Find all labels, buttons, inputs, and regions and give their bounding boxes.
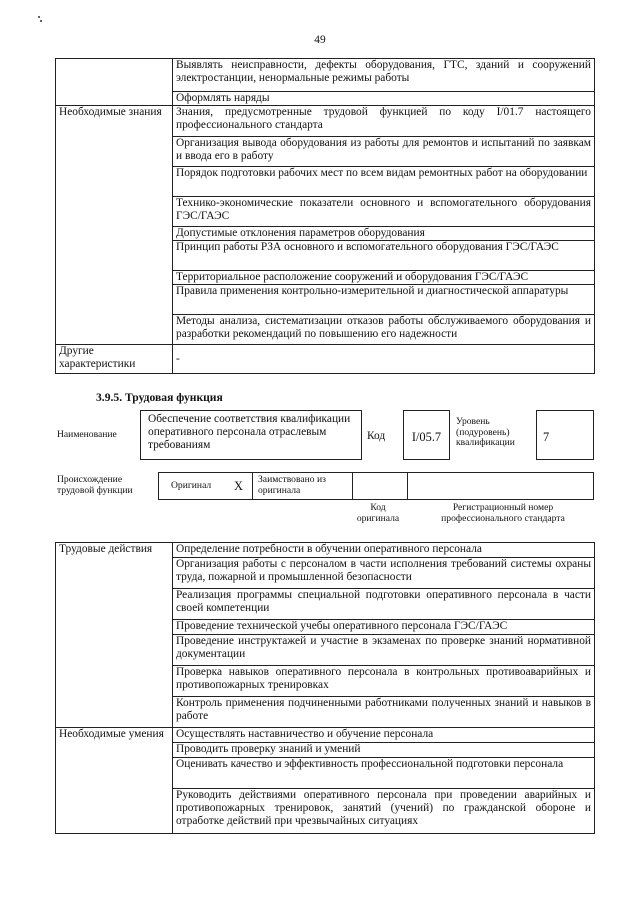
table-row [56, 345, 595, 374]
list-item: Проведение инструктажей и участие в экзаменах по проверке знаний нормативной документации [173, 635, 595, 666]
origin-code-label: Код оригинала [356, 502, 400, 524]
list-item: Руководить действиями оперативного персонала при проведении аварийных и противопожарных тренировок, занятий (учений) по гражданской обороне и отработке действий при чрезвычайных ситуациях [173, 789, 595, 834]
list-item: Методы анализа, систематизации отказов работы обслуживаемого оборудования и разработки рекомендаций по повышению его надежности [173, 315, 595, 345]
level-box [536, 410, 594, 460]
list-item: Знания, предусмотренные трудовой функцией по коду I/01.7 настоящего профессионального стандарта [173, 106, 595, 137]
function-name-value: Обеспечение соответствия квалификации оперативного персонала отраслевым требованиям [148, 413, 351, 451]
table-row [56, 543, 595, 558]
list-item: Проводить проверку знаний и умений [173, 743, 595, 758]
scan-speck [38, 16, 40, 18]
list-item: Организация вывода оборудования из работы для ремонтов и испытаний по заявкам и ввода его в работу [173, 137, 595, 167]
list-item: Реализация программы специальной подготовки оперативного персонала в части своей компетенции [173, 589, 595, 620]
list-item: Допустимые отклонения параметров оборудования [173, 227, 595, 241]
table-row [56, 728, 595, 743]
original-label: Оригинал [171, 480, 212, 491]
scan-speck [40, 20, 42, 22]
code-box [403, 410, 450, 460]
list-item: Технико-экономические показатели основного и вспомогательного оборудования ГЭС/ГАЭС [173, 197, 595, 227]
code-label: Код [367, 430, 386, 442]
list-item: Выявлять неисправности, дефекты оборудования, ГТС, зданий и сооружений электростанции, ненормальные режимы работы [173, 59, 595, 92]
list-item: Осуществлять наставничество и обучение персонала [173, 728, 595, 743]
original-mark: X [234, 479, 243, 493]
page-number: 49 [314, 34, 326, 46]
code-value: I/05.7 [411, 430, 442, 444]
list-item: Организация работы с персоналом в части исполнения требований системы охраны труда, пожарной и промышленной безопасности [173, 558, 595, 589]
function-name-box [140, 410, 362, 460]
origin-label: Происхождение трудовой функции [57, 474, 133, 496]
list-item: Правила применения контрольно-измерительной и диагностической аппаратуры [173, 285, 595, 315]
list-item: Определение потребности в обучении оперативного персонала [173, 543, 595, 558]
list-item: Контроль применения подчиненными работниками полученных знаний и навыков в работе [173, 697, 595, 728]
list-item: Проверка навыков оперативного персонала в контрольных противоаварийных и противопожарных тренировках [173, 666, 595, 697]
borrowed-label: Заимствовано из оригинала [258, 474, 326, 496]
section-heading: 3.9.5. Трудовая функция [96, 391, 223, 404]
level-label: Уровень (подуровень) квалификации [456, 416, 515, 449]
reg-number-label: Регистрационный номер профессионального стандарта [441, 502, 565, 524]
row-label: Необходимые знания [56, 106, 173, 345]
list-item: Порядок подготовки рабочих мест по всем видам ремонтных работ на оборудовании [173, 167, 595, 197]
list-item: Проведение технической учебы оперативного персонала ГЭС/ГАЭС [173, 620, 595, 635]
bottom-table [55, 542, 595, 834]
table-row [56, 106, 595, 137]
row-label: Другие характеристики [56, 345, 173, 374]
row-label: Необходимые умения [56, 728, 173, 834]
divider [352, 473, 353, 499]
row-label: Трудовые действия [56, 543, 173, 728]
list-item: Оценивать качество и эффективность профессиональной подготовки персонала [173, 758, 595, 789]
row-label [56, 59, 173, 106]
list-item: Оформлять наряды [173, 92, 595, 106]
table-row [56, 59, 595, 92]
divider [407, 473, 408, 499]
origin-boxes [158, 472, 594, 500]
level-value: 7 [543, 430, 550, 444]
divider [252, 473, 253, 499]
list-item: Территориальное расположение сооружений и оборудования ГЭС/ГАЭС [173, 271, 595, 285]
top-table [55, 58, 595, 374]
list-item: - [173, 345, 595, 374]
name-label: Наименование [57, 429, 117, 440]
list-item: Принцип работы РЗА основного и вспомогательного оборудования ГЭС/ГАЭС [173, 241, 595, 271]
